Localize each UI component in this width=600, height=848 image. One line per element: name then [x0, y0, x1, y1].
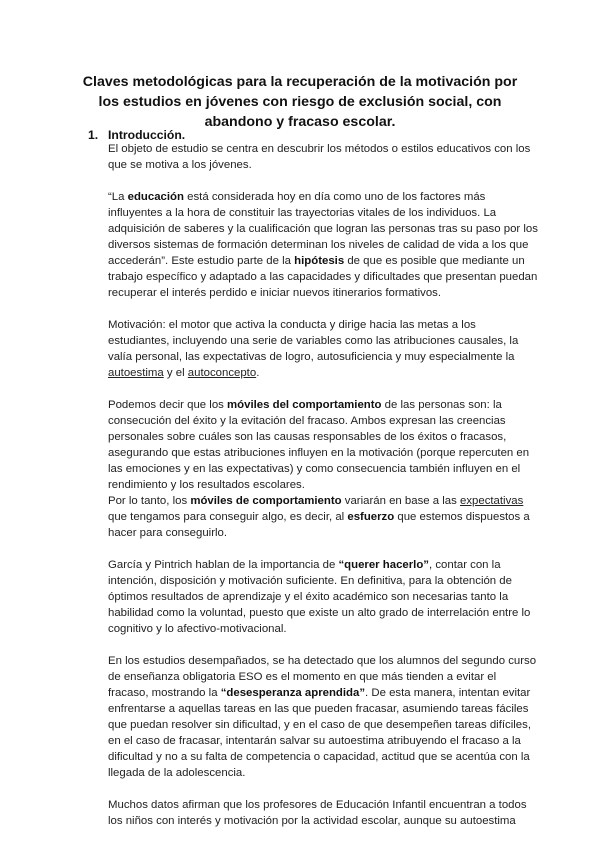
text-line: asegurando que estas atribuciones influyen en la motivación (porque repercuten en	[108, 447, 530, 459]
text-line: que se motiva a los jóvenes.	[108, 159, 252, 171]
paragraph-spacer	[108, 381, 543, 397]
paragraph-motivacion	[108, 317, 543, 381]
bold-term-querer-hacerlo: “querer hacerlo”	[338, 559, 429, 571]
text-line	[108, 397, 543, 413]
text-line: Muchos datos afirman que los profesores de Educación Infantil encuentran a todos	[108, 799, 527, 811]
text-line: valía personal, las expectativas de logro, autosuficiencia y muy especialmente la	[108, 351, 515, 363]
text-run: fracaso, mostrando la	[108, 687, 221, 699]
text-line: cognitivo y lo afectivo-motivacional.	[108, 623, 287, 635]
text-line: enfrentarse a aquellas tareas en las que pueden fracasar, asumiendo tareas fáciles	[108, 703, 529, 715]
text-line: consecución del éxito y la evitación del fracaso. Ambos expresan las creencias	[108, 415, 506, 427]
paragraph-spacer	[108, 541, 543, 557]
text-run: “La	[108, 191, 128, 203]
text-run: está considerada hoy en día como uno de los factores más	[183, 191, 486, 203]
text-line: adquisición de saberes y la cualificación que logran las personas tras su paso por los	[108, 223, 538, 235]
paragraph-moviles	[108, 397, 543, 541]
text-line: dificultad y no a su falta de competencia o capacidad, actitud que se acentúa con la	[108, 751, 530, 763]
text-line: habilidad como la voluntad, puesto que existe un alto grado de interrelación entre lo	[108, 607, 531, 619]
bold-term-hipotesis: hipótesis	[294, 255, 345, 267]
text-run: .	[256, 367, 260, 379]
section-number: 1.	[88, 128, 99, 142]
section-title: Introducción.	[108, 128, 186, 142]
paragraph-garcia-pintrich	[108, 557, 543, 637]
text-line	[108, 365, 543, 381]
bold-term-moviles-2: móviles de comportamiento	[190, 495, 342, 507]
text-line: de enseñanza obligatoria ESO es el momento en que más tienden a evitar el	[108, 671, 497, 683]
bold-term-moviles: móviles del comportamiento	[227, 399, 382, 411]
text-line: influyentes a la hora de constituir las trayectorias vitales de los individuos. La	[108, 207, 497, 219]
text-run: , contar con la	[429, 559, 501, 571]
text-run: Por lo tanto, los	[108, 495, 191, 507]
text-line: estudiantes, incluyendo una serie de variables como las atribuciones causales, la	[108, 335, 519, 347]
text-line	[108, 685, 543, 701]
text-line	[108, 557, 543, 573]
text-run: variarán en base a las	[341, 495, 460, 507]
text-line: llegada de la adolescencia.	[108, 767, 246, 779]
text-line: las emociones y en las expectativas) y como consecuencia también influyen en el	[108, 463, 521, 475]
title-line-1: Claves metodológicas para la recuperación de la motivación por	[82, 74, 518, 90]
text-line	[108, 253, 543, 269]
text-line: intención, disposición y motivación suficiente. En definitiva, para la obtención de	[108, 575, 512, 587]
title-line-3: abandono y fracaso escolar.	[204, 114, 396, 130]
paragraph-muchos-datos	[108, 797, 543, 829]
text-line: en el caso de fracasar, intentarán salvar su autoestima atribuyendo el fracaso a la	[108, 735, 521, 747]
paragraph-spacer	[108, 781, 543, 797]
bold-term-educacion: educación	[127, 191, 184, 203]
text-run: García y Pintrich hablan de la importancia de	[108, 559, 339, 571]
text-run: Podemos decir que los	[108, 399, 228, 411]
text-line: trabajo específico y adaptado a las capacidades y dificultades que presentan puedan	[108, 271, 538, 283]
document-body	[108, 141, 543, 829]
paragraph-estudios	[108, 653, 543, 781]
text-line: Motivación: el motor que activa la conducta y dirige hacia las metas a los	[108, 319, 476, 331]
text-line: los niños con interés y motivación por la actividad escolar, aunque su autoestima	[108, 815, 516, 827]
document-title	[60, 72, 540, 132]
text-line: personales sobre cuáles son las causas responsables de los éxitos o fracasos,	[108, 431, 507, 443]
text-run: de que es posible que mediante un	[344, 255, 525, 267]
text-run: . De esta manera, intentan evitar	[365, 687, 531, 699]
text-line: óptimos resultados de aprendizaje y el éxito académico son necesarias tanto la	[108, 591, 509, 603]
text-line: El objeto de estudio se centra en descubrir los métodos o estilos educativos con los	[108, 143, 531, 155]
paragraph-spacer	[108, 637, 543, 653]
underlined-term-expectativas: expectativas	[460, 495, 524, 507]
underlined-term-autoconcepto: autoconcepto	[187, 367, 257, 379]
text-line: recuperar el interés perdido e iniciar nuevos itinerarios formativos.	[108, 287, 442, 299]
text-run: y el	[163, 367, 188, 379]
text-run: accederán”. Este estudio parte de la	[108, 255, 295, 267]
paragraph-educacion	[108, 189, 543, 301]
text-run: que estemos dispuestos a	[394, 511, 530, 523]
text-line: hacer para conseguirlo.	[108, 527, 228, 539]
bold-term-esfuerzo: esfuerzo	[347, 511, 395, 523]
paragraph-spacer	[108, 301, 543, 317]
bold-term-desesperanza: “desesperanza aprendida”	[220, 687, 366, 699]
text-line	[108, 493, 543, 509]
paragraph-objeto	[108, 141, 543, 173]
paragraph-spacer	[108, 173, 543, 189]
underlined-term-autoestima: autoestima	[108, 367, 164, 379]
text-run: que tengamos para conseguir algo, es decir, al	[108, 511, 348, 523]
title-line-2: los estudios en jóvenes con riesgo de exclusión social, con	[98, 94, 502, 110]
text-line: En los estudios desempañados, se ha detectado que los alumnos del segundo curso	[108, 655, 537, 667]
text-run: de las personas son: la	[381, 399, 502, 411]
text-line: que puedan resolver sin dificultad, y en el caso de que desempeñen tareas difíciles,	[108, 719, 531, 731]
text-line	[108, 189, 543, 205]
text-line: rendimiento y los resultados escolares.	[108, 479, 305, 491]
text-line	[108, 509, 543, 525]
text-line: diversos sistemas de formación determinan los niveles de calidad de vida a los que	[108, 239, 529, 251]
